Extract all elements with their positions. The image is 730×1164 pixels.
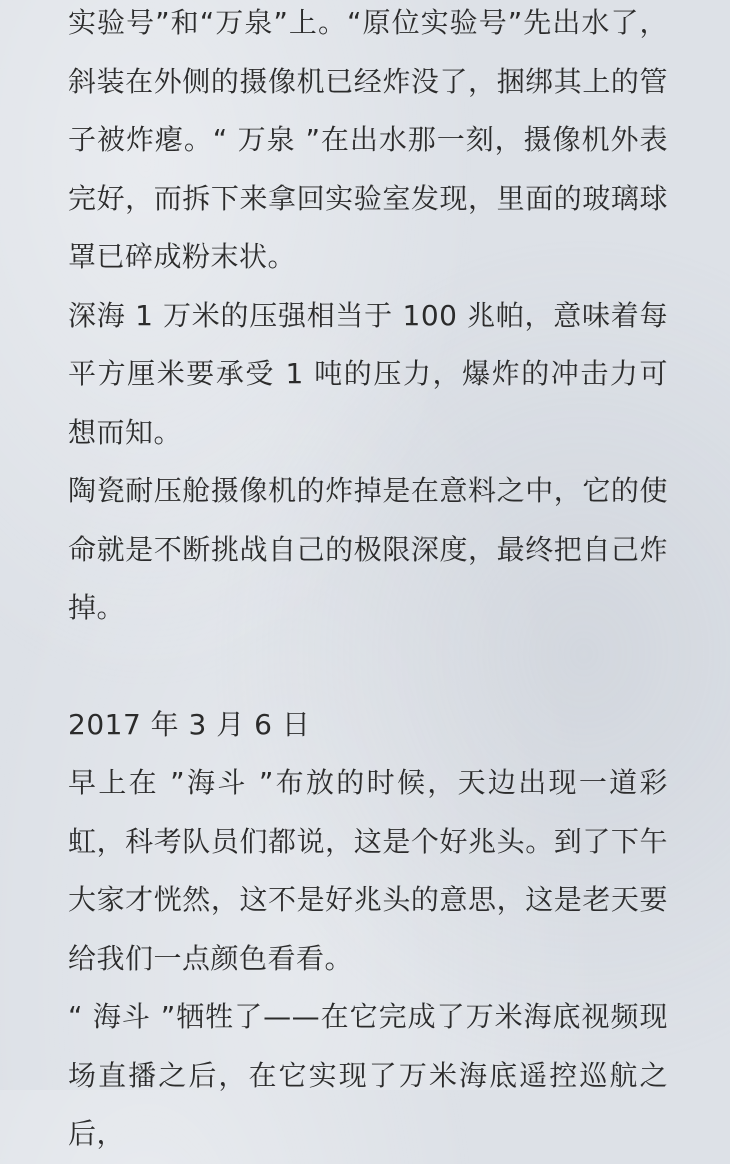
paragraph-rainbow: 早上在 ”海斗 ”布放的时候，天边出现一道彩虹，科考队员们都说，这是个好兆头。到了下午大家才恍然，这不是好兆头的意思，这是老天要给我们一点颜色看看。: [68, 766, 668, 975]
paragraph-camera-explosion: 实验号”和“万泉”上。“原位实验号”先出水了，斜装在外侧的摄像机已经炸没了，捆绑其上的管子被炸瘪。“ 万泉 ”在出水那一刻，摄像机外表完好，而拆下来拿回实验室发现，里面的玻璃球罩已碎成粉末状。: [68, 6, 668, 273]
article-body: [68, 0, 668, 1164]
paragraph-pressure: 深海 1 万米的压强相当于 100 兆帕，意味着每平方厘米要承受 1 吨的压力，爆炸的冲击力可想而知。: [68, 298, 668, 449]
section-spacer: [68, 638, 668, 696]
paragraph-ceramic-camera: 陶瓷耐压舱摄像机的炸掉是在意料之中，它的使命就是不断挑战自己的极限深度，最终把自己炸掉。: [68, 474, 668, 624]
date-heading: 2017 年 3 月 6 日: [68, 707, 311, 741]
paragraph-haidou-sacrifice: “ 海斗 ”牺牲了——在它完成了万米海底视频现场直播之后，在它实现了万米海底遥控巡航之后，: [68, 1000, 668, 1150]
